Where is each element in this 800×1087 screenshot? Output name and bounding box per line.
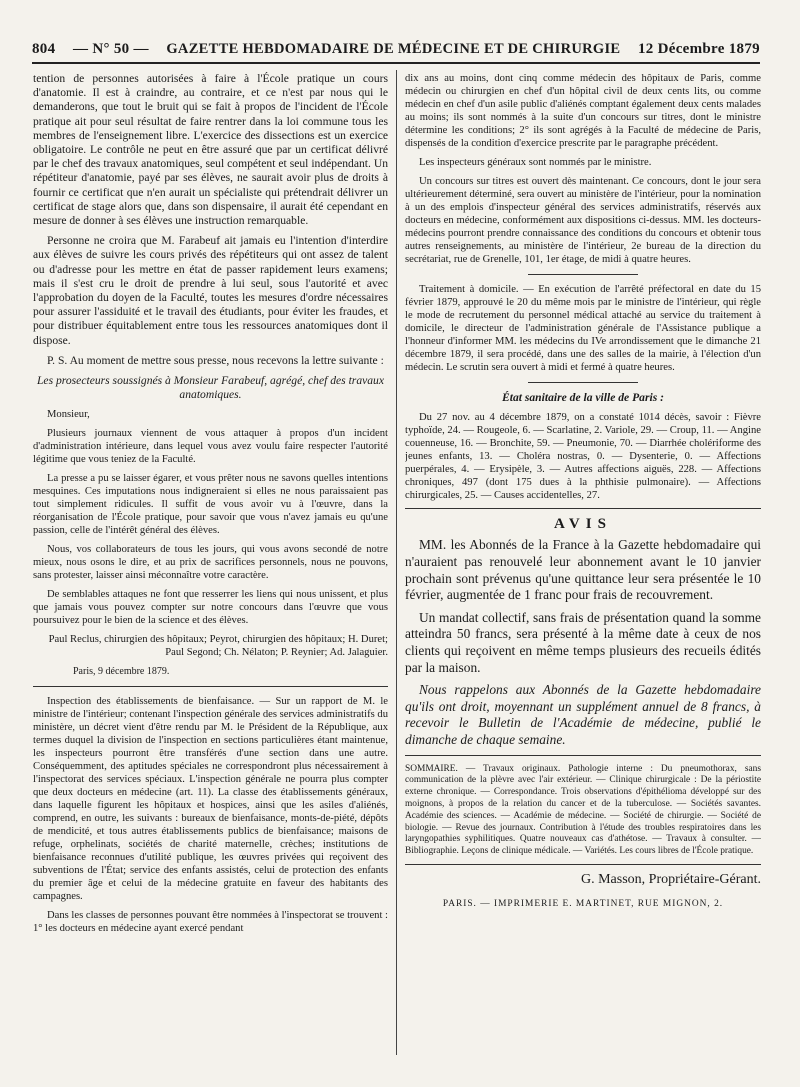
letter-salutation: Monsieur, [47, 409, 90, 421]
left-column [33, 72, 388, 1072]
page-number: 804 [32, 40, 56, 57]
avis-paragraph: Un mandat collectif, sans frais de présentation quand la somme atteindra 50 francs, sera présenté à la même date à ceux de nos clients qui reçoivent en même temps plusieurs des recueils édités par la maison. [405, 609, 761, 675]
issue-number: — N° 50 — [72, 40, 149, 57]
section-separator [405, 508, 761, 509]
inspection-continuation: dix ans au moins, dont cinq comme médecin des hôpitaux de Paris, comme médecin ou chirurgien en chef d'un hôpital civil de deux cents lits, ou comme médecin en chef d'un asile public d'aliénés comptant également deux cents malades au moins; ils sont nommés à la suite d'un concours sur titres, dont le ministre détermine les conditions; 2° ils sont agrégés à la Faculté de médecine de Paris, dispensés de la condition d'exercice prescrite par le paragraphe précédent. [405, 73, 761, 149]
letter-paragraph: De semblables attaques ne font que resserrer les liens qui nous unissent, et plus que jamais vous pouvez compter sur notre concours dans l'œuvre que vous poursuivez pour le bien de la science et des élèves. [33, 589, 388, 627]
journal-title: GAZETTE HEBDOMADAIRE DE MÉDECINE ET DE CHIRURGIE [166, 40, 621, 57]
sommaire: SOMMAIRE. — Travaux originaux. Pathologie interne : Du pneumothorax, sans communication de la plèvre avec l'air extérieur. — Clinique chirurgicale : De la périostite externe chronique. — Correspondance. Trois observations d'épithélioma développé sur des moignons, à propos de la relation du cancer et de la tuberculose. — Sociétés savantes. Académie des sciences. — Académie de médecine. — Société de chirurgie. — Société de biologie. — Revue des journaux. Contribution à l'étude des troubles respiratoires dans les laryngopathies syphilitiques. Quatre nouveaux cas d'athétose. — Travaux à consulter. — Bibliographie. Leçons de clinique médicale. — Variétés. Les cours libres de l'École pratique. [405, 763, 761, 857]
etat-sanitaire-title: État sanitaire de la ville de Paris : [502, 391, 664, 404]
postscript: P. S. Au moment de mettre sous presse, nous recevons la lettre suivante : [47, 353, 384, 367]
etat-sanitaire-text: Du 27 nov. au 4 décembre 1879, on a constaté 1014 décès, savoir : Fièvre typhoïde, 24. — Rougeole, 6. — Scarlatine, 2. Variole, 29. — Croup, 11. — Angine couenneuse, 16. — Bronchite, 59. — Pneumonie, 70. — Diarrhée cholériforme des jeunes enfants, 13. — Choléra nostras, 0. — Dysenterie, 0. — Affections puerpérales, 4. — Erysipèle, 3. — Autres affections aiguës, 228. — Affections chroniques, 497 (dont 175 dues à la phthisie pulmonaire). — Affections chirurgicales, 25. — Causes accidentelles, 27. [405, 412, 761, 502]
section-separator [528, 274, 638, 275]
traitement-notice: Traitement à domicile. — En exécution de l'arrêté préfectoral en date du 15 février 1879, approuvé le 20 du même mois par le ministre de l'intérieur, qui règle le mode de recrutement du personnel médical attaché au service du traitement à domicile, le directeur de l'administration générale de l'Assistance publique a l'honneur d'informer MM. les médecins du IVe arrondissement que le dimanche 21 décembre 1879, il sera procédé, dans une des salles de la mairie, à l'élection d'un médecin. Le scrutin sera ouvert à midi et fermé à quatre heures. [405, 284, 761, 373]
inspection-notice: Inspection des établissements de bienfaisance. — Sur un rapport de M. le ministre de l'intérieur; contenant l'inspection générale des services administratifs du ministère, un décret vient d'être rendu par M. le Président de la République, aux termes duquel la division de l'inspection en sections particulières étant maintenue, les inspecteurs pourront être transférés d'une section dans une autre. Conséquemment, des aptitudes spéciales ne correspondront plus nécessairement à l'inspectorat des services spéciaux. L'inspection générale ne pourra plus compter que deux docteurs en médecine (art. 11). La classe des établissements généraux, dans laquelle figurent les hôpitaux et hospices, ainsi que les asiles d'aliénés, comprend, en outre, les suivants : bureaux de bienfaisance, monts-de-piété, dépôts de mendicité, et tous autres établissements publics de bienfaisance; maisons de refuge, orphelinats, sociétés de charité maternelle, crèches; institutions de bienfaisance reconnues d'utilité publique, les œuvres privées qui reçoivent des subventions de l'État; service des enfants assistés, celui de protection des enfants du premier âge et celui de la médecine gratuite en faveur des habitants des campagnes. [33, 695, 388, 902]
section-separator [405, 864, 761, 865]
article-continuation: tention de personnes autorisées à faire à l'École pratique un cours d'anatomie. Il est à craindre, au contraire, et ce n'est par nous qui le demanderons, que tout le bruit qui se fait à propos de l'incident de l'École pratique ait pour seul résultat de faire rentrer dans la loi commune tous les membres de l'enseignement libre. L'exercice des dissections est un exercice obligatoire. Le contrôle ne peut en être assuré que par un certificat délivré par le chef des travaux anatomiques, seul compétent et seul indépendant. Un répétiteur d'anatomie, payé par ses élèves, ne saurait avoir plus de droits à fournir ce certificat que n'en aurait un spécialiste qui prétendrait délivrer un certificat de stage alors que, dans son dispensaire, il aurait été cependant en mesure de donner à ses élèves une instruction remarquable. [33, 72, 388, 228]
letter-paragraph: Plusieurs journaux viennent de vous attaquer à propos d'un incident d'administration intérieure, dans lequel vous avez voulu faire respecter l'autorité légitime que vous teniez de la Faculté. [33, 428, 388, 466]
right-column [405, 72, 761, 1072]
avis-paragraph: MM. les Abonnés de la France à la Gazette hebdomadaire qui n'auraient pas renouvelé leur abonnement avant le 10 janvier prochain sont prévenus qu'une quittance leur sera présentée le 10 février, augmentée de 1 franc pour frais de recouvrement. [405, 537, 761, 603]
letter-title: Les prosecteurs soussignés à Monsieur Farabeuf, agrégé, chef des travaux anatomiques. [36, 374, 384, 402]
letter-date: Paris, 9 décembre 1879. [73, 666, 170, 678]
inspection-notice-continued: Dans les classes de personnes pouvant être nommées à l'inspectorat se trouvent : 1° les docteurs en médecine ayant exercé pendant [33, 909, 388, 934]
section-separator [528, 382, 638, 383]
article-paragraph: Personne ne croira que M. Farabeuf ait jamais eu l'intention d'interdire aux élèves de suivre les cours privés des répétiteurs qui ont assez de talent ou d'adresse pour les mettre en état de passer rapidement leurs examens; mais il s'est cru le droit de prendre à lui seul, sous l'autorité et avec l'approbation du doyen de la Faculté, toutes les mesures d'ordre nécessaires pour assurer l'assiduité et le travail des étudiants, pour éviter les fraudes, et pour distribuer équitablement entre tous les ressources anatomiques dont il dispose. [33, 234, 388, 347]
avis-paragraph: Nous rappelons aux Abonnés de la Gazette hebdomadaire qu'ils ont droit, moyennant un supplément annuel de 8 francs, à recevoir le Bulletin de l'Académie de médecine, publié le dimanche de chaque semaine. [405, 682, 761, 747]
publisher-signature: G. Masson, Propriétaire-Gérant. [580, 871, 761, 887]
column-divider [396, 70, 397, 1055]
printer-line: PARIS. — IMPRIMERIE E. MARTINET, RUE MIGNON, 2. [442, 899, 724, 910]
inspection-paragraph: Les inspecteurs généraux sont nommés par le ministre. [419, 157, 652, 168]
concours-paragraph: Un concours sur titres est ouvert dès maintenant. Ce concours, dont le jour sera ultérieurement déterminé, sera ouvert au ministère de l'intérieur, pour la nomination à un des emplois d'inspecteur général des services administratifs, réservés aux docteurs en médecine, conformément aux dispositions ci-dessus. MM. les docteurs-médecins pourront prendre connaissance des conditions du concours et obtenir tous autres renseignements, au ministère de l'intérieur, 2e bureau de la direction du secrétariat, rue de Grenelle, 101, 1er étage, de midi à quatre heures. [405, 176, 761, 265]
letter-paragraph: Nous, vos collaborateurs de tous les jours, qui vous avons secondé de notre mieux, nous osons le dire, et au prix de sacrifices personnels, nous ne pouvons, sans protester, laisser ainsi méconnaître votre caractère. [33, 544, 388, 582]
section-separator [405, 755, 761, 756]
letter-paragraph: La presse a pu se laisser égarer, et vous prêter nous ne savons quelles intentions mesquines. Ces imputations nous indigneraient si elles ne nous paraissaient pas tout simplement ridicules. Il suffit de vous avoir vu à l'œuvre, dans la réorganisation de l'École pratique, pour savoir que vous n'avez jamais eu qu'une passion, celle de l'intérêt général des élèves. [33, 473, 388, 537]
section-separator [33, 686, 388, 687]
issue-date: 12 Décembre 1879 [637, 40, 760, 57]
avis-title: AVIS [554, 516, 612, 533]
page-header [32, 36, 760, 64]
letter-signatures: Paul Reclus, chirurgien des hôpitaux; Peyrot, chirurgien des hôpitaux; H. Duret; Paul Segond; Ch. Nélaton; P. Reynier; Ad. Jalaguier. [48, 634, 388, 659]
